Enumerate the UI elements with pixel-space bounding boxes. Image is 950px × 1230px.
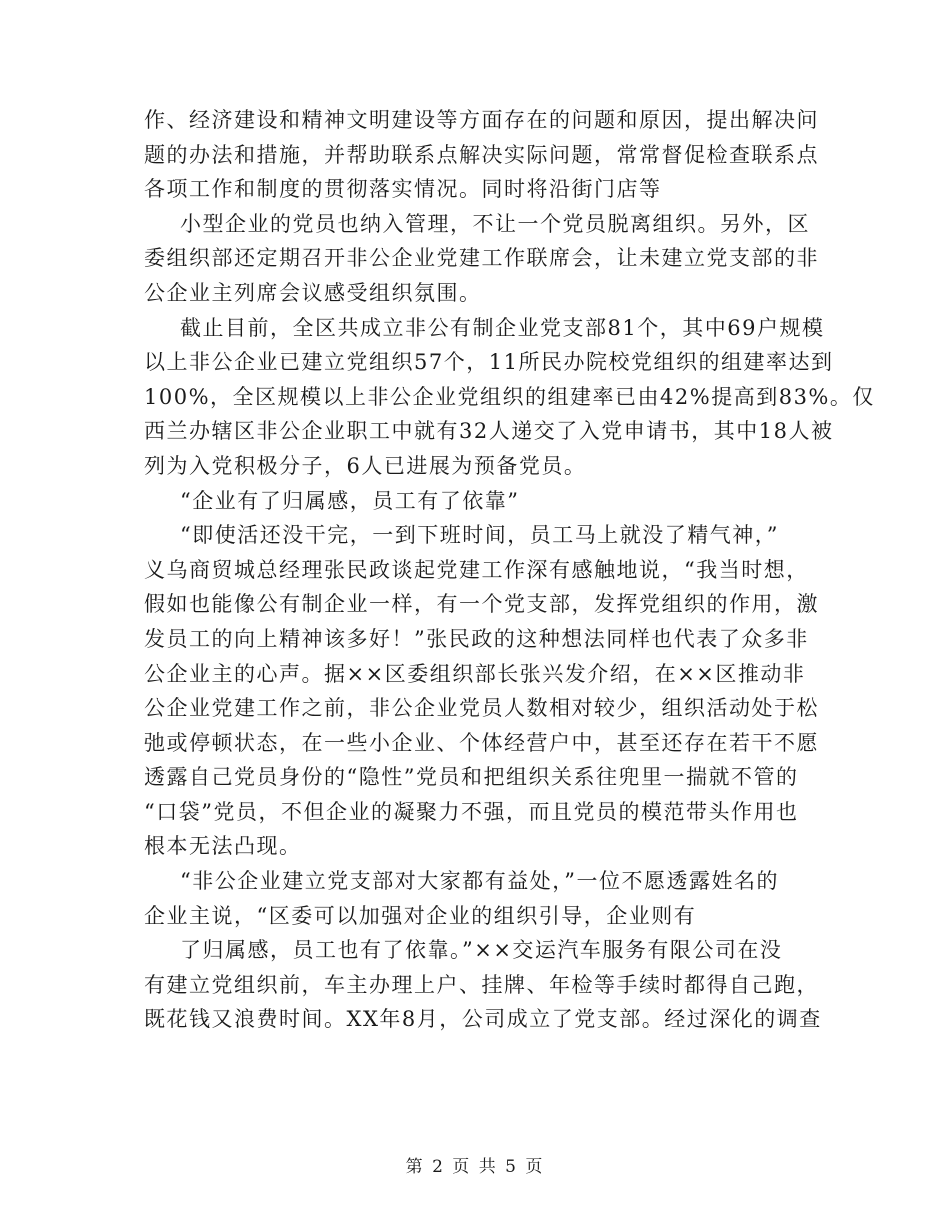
- document-body: [144, 103, 875, 1037]
- text-line: 以上非公企业已建立党组织57个，11所民办院校党组织的组建率达到: [144, 350, 834, 375]
- text-line: 根本无法凸现。: [144, 834, 302, 859]
- text-line: 了归属感，员工也有了依靠。”××交运汽车服务有限公司在没: [180, 938, 783, 963]
- text-line: 企业主说，“区委可以加强对企业的组织引导，企业则有: [144, 903, 697, 928]
- text-line: 公企业主的心声。据××区委组织部长张兴发介绍，在××区推动非: [144, 661, 806, 686]
- text-line: 小型企业的党员也纳入管理，不让一个党员脱离组织。另外，区: [180, 211, 810, 236]
- text-line: 作、经济建设和精神文明建设等方面存在的问题和原因，提出解决问: [144, 108, 819, 132]
- text-line: 各项工作和制度的贯彻落实情况。同时将沿街门店等: [144, 177, 662, 202]
- text-line: 义乌商贸城总经理张民政谈起党建工作深有感触地说，“我当时想，: [144, 557, 809, 582]
- text-line: 公企业党建工作之前，非公企业党员人数相对较少，组织活动处于松: [144, 696, 819, 721]
- text-line: 西兰办辖区非公企业职工中就有32人递交了入党申请书，其中18人被: [144, 419, 834, 444]
- text-line: 列为入党积极分子，6人已进展为预备党员。: [144, 453, 587, 478]
- text-line: 假如也能像公有制企业一样，有一个党支部，发挥党组织的作用，激: [144, 592, 819, 617]
- text-line: “企业有了归属感，员工有了依靠”: [180, 488, 520, 513]
- text-line: 既花钱又浪费时间。XX年8月，公司成立了党支部。经过深化的调查: [144, 1007, 822, 1032]
- text-line: 委组织部还定期召开非公企业党建工作联席会，让未建立党支部的非: [144, 246, 819, 271]
- text-line: 有建立党组织前，车主办理上户、挂牌、年检等手续时都得自己跑，: [144, 972, 819, 997]
- page-number-footer: 第 2 页 共 5 页: [405, 1157, 545, 1177]
- text-line: 透露自己党员身份的“隐性”党员和把组织关系往兜里一揣就不管的: [144, 765, 799, 790]
- text-line: 截止目前，全区共成立非公有制企业党支部81个，其中69户规模: [180, 315, 825, 340]
- text-line: “口袋”党员，不但企业的凝聚力不强，而且党员的模范带头作用也: [144, 799, 799, 824]
- text-line: “非公企业建立党支部对大家都有益处，”一位不愿透露姓名的: [180, 869, 779, 894]
- text-line: 公企业主列席会议感受组织氛围。: [144, 280, 482, 305]
- text-line: 发员工的向上精神该多好！”张民政的这种想法同样也代表了众多非: [144, 626, 809, 651]
- text-line: 100%，全区规模以上非公企业党组织的组建率已由42%提高到83%。仅: [144, 384, 875, 409]
- text-line: 弛或停顿状态，在一些小企业、个体经营户中，甚至还存在若干不愿: [144, 730, 819, 755]
- text-line: 题的办法和措施，并帮助联系点解决实际问题，常常督促检查联系点: [144, 142, 819, 167]
- text-line: “即使活还没干完，一到下班时间，员工马上就没了精气神，”: [180, 523, 779, 548]
